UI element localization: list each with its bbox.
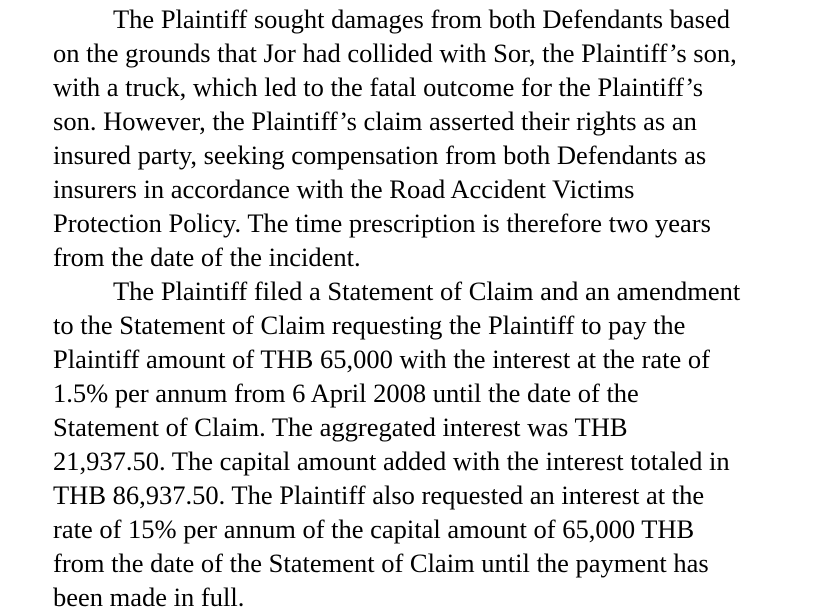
text-line: from the date of the Statement of Claim until the payment has [53,548,709,578]
text-line: insured party, seeking compensation from both Defendants as [53,140,707,170]
document-body [53,2,823,614]
text-line: son. However, the Plaintiff’s claim asserted their rights as an [53,106,697,136]
paragraph-1 [53,2,823,274]
paragraph-2 [53,274,823,614]
text-line: on the grounds that Jor had collided with Sor, the Plaintiff’s son, [53,38,737,68]
text-line: The Plaintiff filed a Statement of Claim and an amendment [113,276,741,306]
text-line: The Plaintiff sought damages from both Defendants based [113,4,730,34]
text-line: THB 86,937.50. The Plaintiff also requested an interest at the [53,480,705,510]
text-line: 1.5% per annum from 6 April 2008 until the date of the [53,378,639,408]
text-line: Protection Policy. The time prescription is therefore two years [53,208,711,238]
text-line: 21,937.50. The capital amount added with the interest totaled in [53,446,730,476]
text-line: Plaintiff amount of THB 65,000 with the interest at the rate of [53,344,710,374]
text-line: rate of 15% per annum of the capital amount of 65,000 THB [53,514,695,544]
text-line: with a truck, which led to the fatal outcome for the Plaintiff’s [53,72,704,102]
text-line: been made in full. [53,582,245,612]
text-line: from the date of the incident. [53,242,361,272]
text-line: to the Statement of Claim requesting the Plaintiff to pay the [53,310,686,340]
text-line: insurers in accordance with the Road Accident Victims [53,174,635,204]
text-line: Statement of Claim. The aggregated interest was THB [53,412,628,442]
